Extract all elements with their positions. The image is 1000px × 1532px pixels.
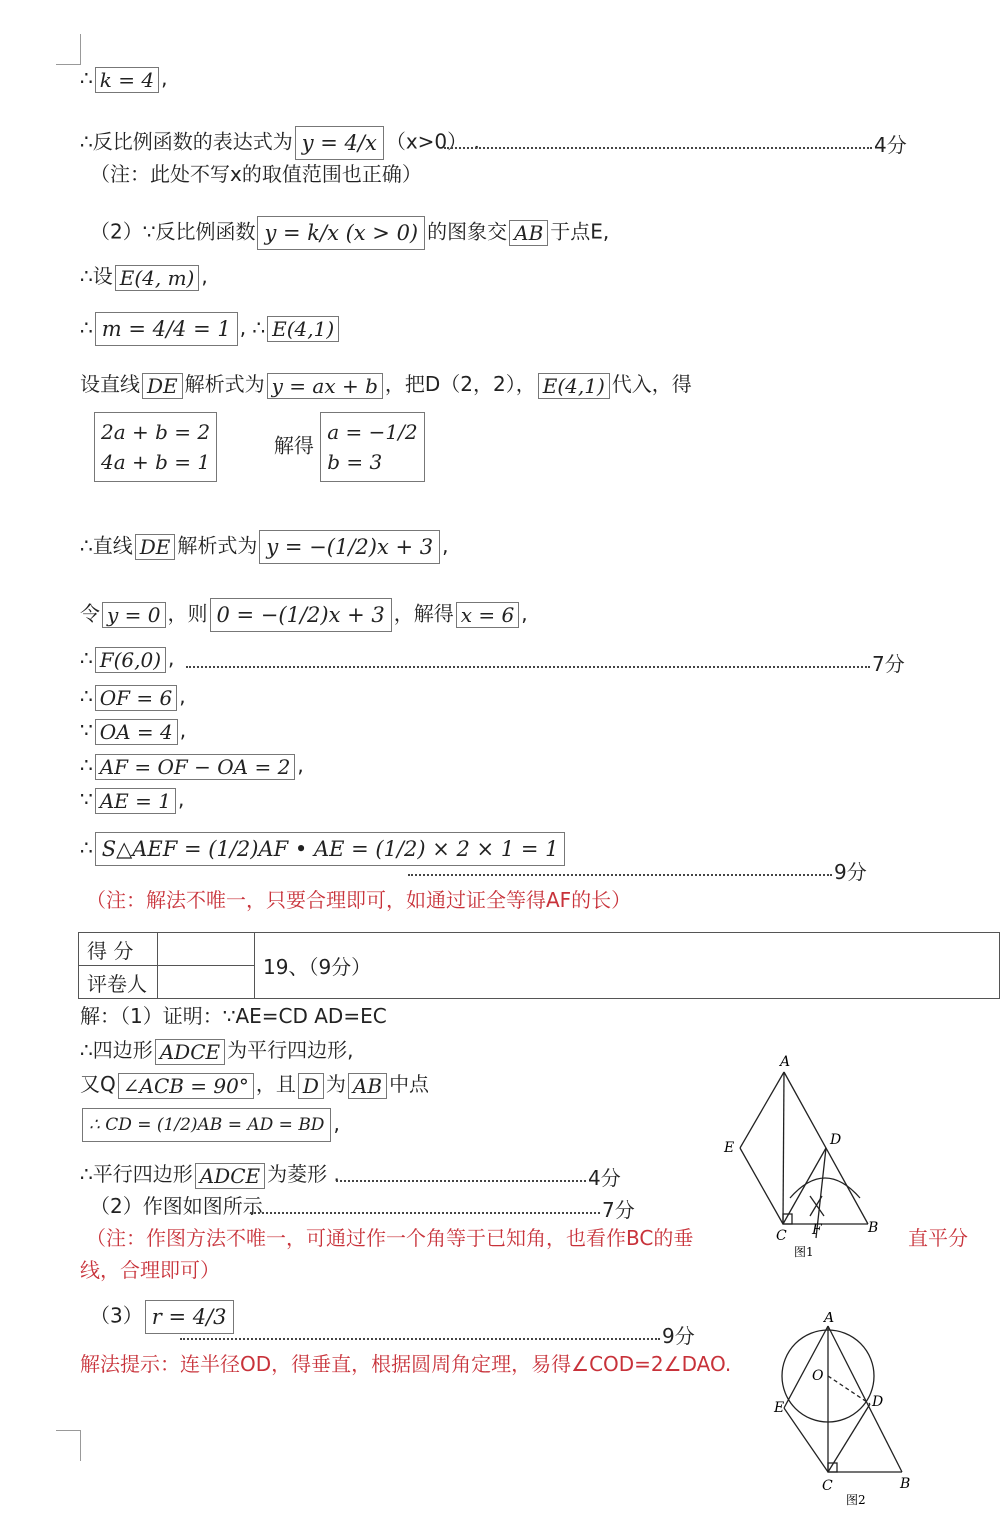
line-AE: [80, 785, 184, 814]
pingjuan-label: 评卷人: [79, 966, 158, 999]
line-systems: [94, 412, 425, 482]
equation-box: y = −(1/2)x + 3: [259, 530, 440, 564]
score-4: 4分: [874, 133, 907, 157]
line-OF: [80, 682, 186, 711]
line-inverse-function: [80, 126, 480, 160]
label-E: E: [724, 1140, 735, 1156]
q19-line9: [90, 1300, 236, 1334]
dot-leader: [180, 1338, 660, 1340]
equation-system-1: [94, 412, 217, 482]
text: （3）: [90, 1303, 143, 1328]
equation-box: E(4,1): [267, 316, 339, 342]
equation-box: S△AEF = (1/2)AF • AE = (1/2) × 2 × 1 = 1: [95, 832, 566, 866]
dot-leader: [336, 1180, 586, 1182]
segment-CD: [828, 1404, 870, 1472]
label-B: B: [900, 1476, 911, 1492]
q19-hint: 解法提示：连半径OD，得垂直，根据圆周角定理，易得∠COD=2∠DAO.: [80, 1352, 732, 1376]
q19-note2: 线，合理即可）: [80, 1258, 220, 1282]
score-7: 7分: [872, 652, 905, 676]
equation-box: 0 = −(1/2)x + 3: [210, 598, 392, 632]
equation-box: OF = 6: [95, 685, 177, 711]
text: ，且: [255, 1072, 296, 1096]
dot-leader: [408, 874, 832, 876]
equation-box: AF = OF − OA = 2: [95, 754, 296, 780]
segment-AE: [740, 1072, 784, 1148]
therefore-symbol: ∴: [80, 835, 93, 860]
line-F-point: [80, 644, 174, 673]
q19-line3: [80, 1070, 429, 1099]
therefore-symbol: ∴: [80, 646, 93, 670]
equation-box: D: [298, 1073, 324, 1099]
punct: ,: [333, 1111, 340, 1136]
equation-system-2: [320, 412, 424, 482]
text: 代入，得: [611, 372, 692, 396]
equation-box: ADCE: [155, 1039, 225, 1065]
line-DE-result: [80, 530, 448, 564]
q19-line6: （2）作图如图所示: [90, 1194, 263, 1218]
note-method: （注：解法不唯一，只要合理即可，如通过证全等得AF的长）: [86, 888, 632, 912]
punct: ,: [177, 787, 185, 811]
equation-box: E(4,1): [538, 373, 610, 399]
text: , ∴: [239, 315, 266, 340]
figure-2-caption: 图2: [846, 1493, 866, 1507]
therefore-symbol: ∴: [80, 684, 93, 708]
punct: ,: [179, 718, 187, 742]
equation-box: AB: [348, 1073, 387, 1099]
text: 为: [325, 1072, 346, 1096]
construction-arc: [790, 1178, 860, 1198]
label-D: D: [872, 1394, 884, 1410]
text: ∴直线: [80, 533, 133, 558]
segment-OD: [828, 1376, 870, 1404]
text: （2）∵反比例函数: [90, 219, 256, 244]
equation-box: DE: [135, 534, 176, 560]
equation-box: y = ax + b: [267, 373, 383, 399]
text: ∴平行四边形: [80, 1162, 193, 1186]
punct: ,: [442, 533, 449, 558]
label-A: A: [780, 1054, 791, 1070]
equation-box: r = 4/3: [145, 1300, 234, 1334]
score-9b: 9分: [662, 1324, 695, 1348]
label-A: A: [824, 1312, 835, 1326]
label-O: O: [812, 1368, 824, 1384]
q19-note1-tail: 直平分: [908, 1226, 968, 1250]
note-range: （注：此处不写x的取值范围也正确）: [90, 162, 422, 186]
therefore-symbol: ∴: [80, 753, 93, 777]
segment-AC: [783, 1072, 784, 1224]
line-area: [80, 832, 567, 866]
punct: ,: [168, 646, 175, 670]
label-C: C: [822, 1478, 833, 1494]
label-E: E: [774, 1400, 785, 1416]
text: 中点: [389, 1072, 430, 1096]
text: ，解得: [393, 601, 454, 626]
text: 解析式为: [177, 533, 258, 558]
equation-box: ∠ACB = 90°: [118, 1073, 254, 1099]
segment-EC: [784, 1408, 828, 1472]
equation-box: m = 4/4 = 1: [95, 312, 238, 346]
equation-box: y = 4/x: [295, 126, 384, 160]
therefore-symbol: ∴: [80, 315, 93, 340]
punct: ,: [201, 264, 208, 288]
pingjuan-cell[interactable]: [158, 966, 255, 999]
label-D: D: [830, 1132, 842, 1148]
q19-line4: [80, 1108, 340, 1142]
text: 解得: [273, 433, 314, 458]
q19-note1: （注：作图方法不唯一，可通过作一个角等于已知角，也看作BC的垂: [86, 1226, 694, 1250]
because-symbol: ∵: [80, 787, 93, 811]
text: 为平行四边形,: [227, 1038, 354, 1062]
dot-leader: [444, 147, 872, 149]
label-F: F: [812, 1222, 822, 1238]
condition: （x>0） .: [385, 129, 480, 154]
text: 解析式为: [184, 372, 265, 396]
dot-leader: [186, 666, 870, 668]
line-solve-x: [80, 598, 528, 632]
line-part2: [90, 216, 609, 250]
score-table: [78, 932, 1000, 999]
text: ∴反比例函数的表达式为: [80, 129, 293, 154]
equation-box: E(4, m): [115, 265, 200, 291]
text: ，则: [167, 601, 208, 626]
segment-AE: [784, 1326, 828, 1408]
q19-line2: [80, 1036, 353, 1065]
equation-box: F(6,0): [95, 647, 166, 673]
defen-cell[interactable]: [158, 933, 255, 966]
dot-leader: [250, 1212, 600, 1214]
label-B: B: [868, 1220, 879, 1236]
because-symbol: ∵: [80, 718, 93, 742]
figure-2: [768, 1312, 918, 1517]
score-4b: 4分: [588, 1166, 621, 1190]
line-AF: [80, 751, 304, 780]
equation-box: OA = 4: [95, 719, 178, 745]
text: 的图象交: [427, 219, 508, 244]
figure-1: [720, 1048, 890, 1263]
label-C: C: [776, 1228, 787, 1244]
score-9: 9分: [834, 860, 867, 884]
therefore-symbol: ∴: [80, 66, 93, 90]
figure-1-caption: 图1: [794, 1245, 814, 1259]
q19-line5: [80, 1160, 340, 1189]
punct: ,: [179, 684, 186, 708]
equation-box: DE: [142, 373, 183, 399]
line-k-equals: [80, 64, 167, 93]
eq-row: b = 3: [327, 450, 383, 474]
equation-box: AB: [509, 220, 548, 246]
equation-box: k = 4: [95, 67, 159, 93]
punct: ,: [521, 601, 528, 626]
corner-mark-top: [56, 34, 81, 65]
equation-box: y = 0: [102, 602, 166, 628]
punct: ,: [297, 753, 304, 777]
text: 于点E,: [550, 219, 610, 244]
equation-box: ADCE: [195, 1163, 265, 1189]
question-header: 19、（9分）: [255, 933, 1000, 999]
corner-mark-bottom: [56, 1430, 81, 1461]
eq-row: 4a + b = 1: [101, 450, 211, 474]
text: 令: [80, 601, 100, 626]
line-OA: [80, 716, 186, 745]
text: 又Q: [80, 1072, 116, 1096]
text: 为菱形 .: [267, 1162, 340, 1186]
construction-cross: [810, 1196, 824, 1216]
text: ∴设: [80, 264, 113, 288]
equation-box: y = k/x (x > 0): [257, 216, 425, 250]
eq-row: a = −1/2: [327, 420, 418, 444]
punct: ,: [161, 66, 168, 90]
line-m-value: [80, 312, 341, 346]
equation-box: ∴ CD = (1/2)AB = AD = BD: [82, 1108, 331, 1142]
q19-line1: 解：（1）证明：∵AE=CD AD=EC: [80, 1004, 387, 1028]
eq-row: 2a + b = 2: [101, 420, 211, 444]
line-set-DE: [80, 370, 692, 399]
equation-box: x = 6: [456, 602, 519, 628]
score-7b: 7分: [602, 1198, 635, 1222]
equation-box: AE = 1: [95, 788, 176, 814]
text: 设直线: [80, 372, 140, 396]
text: ∴四边形: [80, 1038, 153, 1062]
segment-EC: [740, 1148, 783, 1224]
segment-CD: [783, 1148, 826, 1224]
line-set-E: [80, 262, 208, 291]
defen-label: 得 分: [79, 933, 158, 966]
text: ，把D（2，2），: [384, 372, 536, 396]
